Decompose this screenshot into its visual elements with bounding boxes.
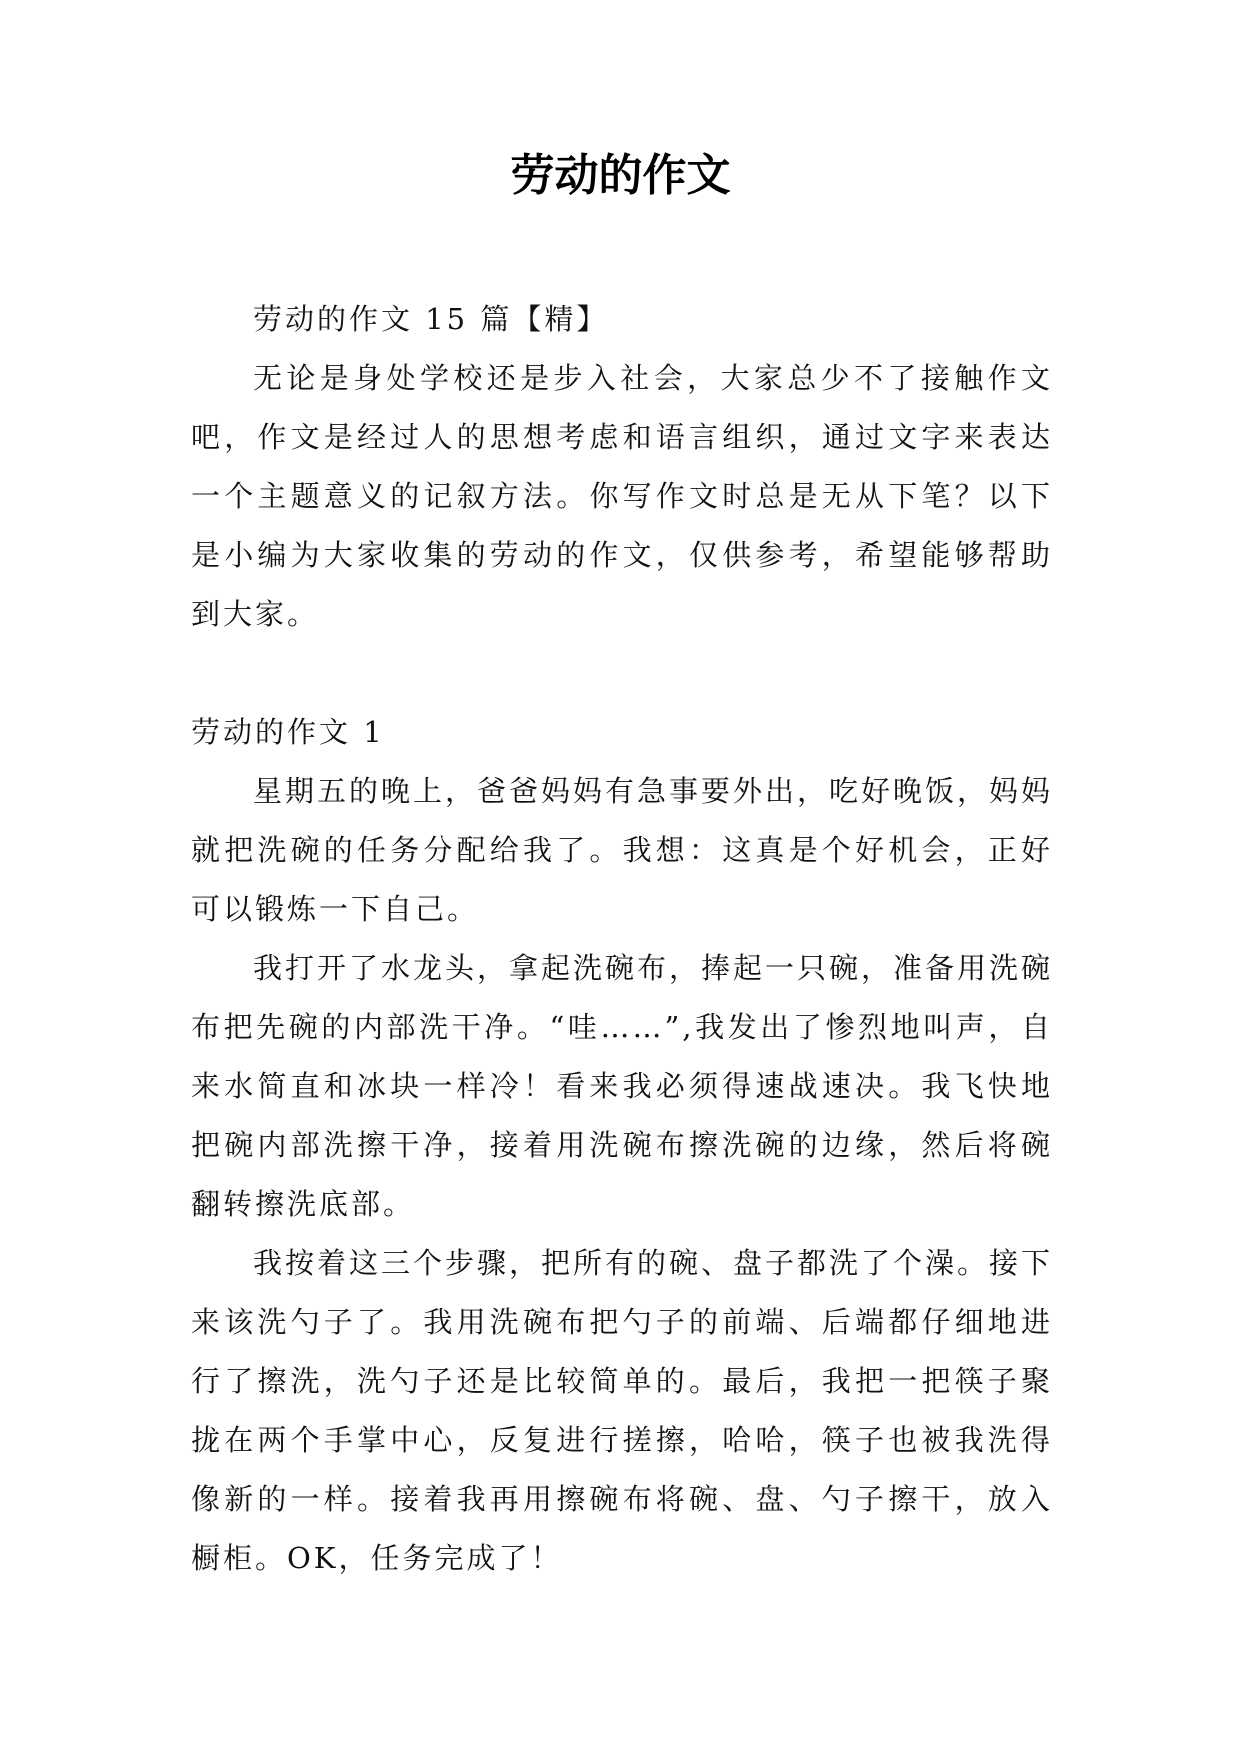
intro-paragraph: 无论是身处学校还是步入社会，大家总少不了接触作文吧，作文是经过人的思想考虑和语言组织，通过文字来表达一个主题意义的记叙方法。你写作文时总是无从下笔？以下是小编为大家收集的劳动的作文，仅供参考，希望能够帮助到大家。 xyxy=(191,361,1053,631)
document-title: 劳动的作文 xyxy=(510,150,731,201)
section-heading: 劳动的作文 1 xyxy=(191,715,385,749)
essay-paragraph: 我按着这三个步骤，把所有的碗、盘子都洗了个澡。接下来该洗勺子了。我用洗碗布把勺子的前端、后端都仔细地进行了擦洗，洗勺子还是比较简单的。最后，我把一把筷子聚拢在两个手掌中心，反复进行搓擦，哈哈，筷子也被我洗得像新的一样。接着我再用擦碗布将碗、盘、勺子擦干，放入橱柜。OK，任务完成了！ xyxy=(191,1246,1054,1575)
document-body xyxy=(191,290,1053,1588)
essay-paragraph: 星期五的晚上，爸爸妈妈有急事要外出，吃好晚饭，妈妈就把洗碗的任务分配给我了。我想：这真是个好机会，正好可以锻炼一下自己。 xyxy=(191,774,1054,926)
subtitle-line: 劳动的作文 15 篇【精】 xyxy=(253,302,609,336)
essay-paragraph: 我打开了水龙头，拿起洗碗布，捧起一只碗，准备用洗碗布把先碗的内部洗干净。“哇……”,我发出了惨烈地叫声，自来水简直和冰块一样冷！看来我必须得速战速决。我飞快地把碗内部洗擦干净，接着用洗碗布擦洗碗的边缘，然后将碗翻转擦洗底部。 xyxy=(191,951,1054,1221)
